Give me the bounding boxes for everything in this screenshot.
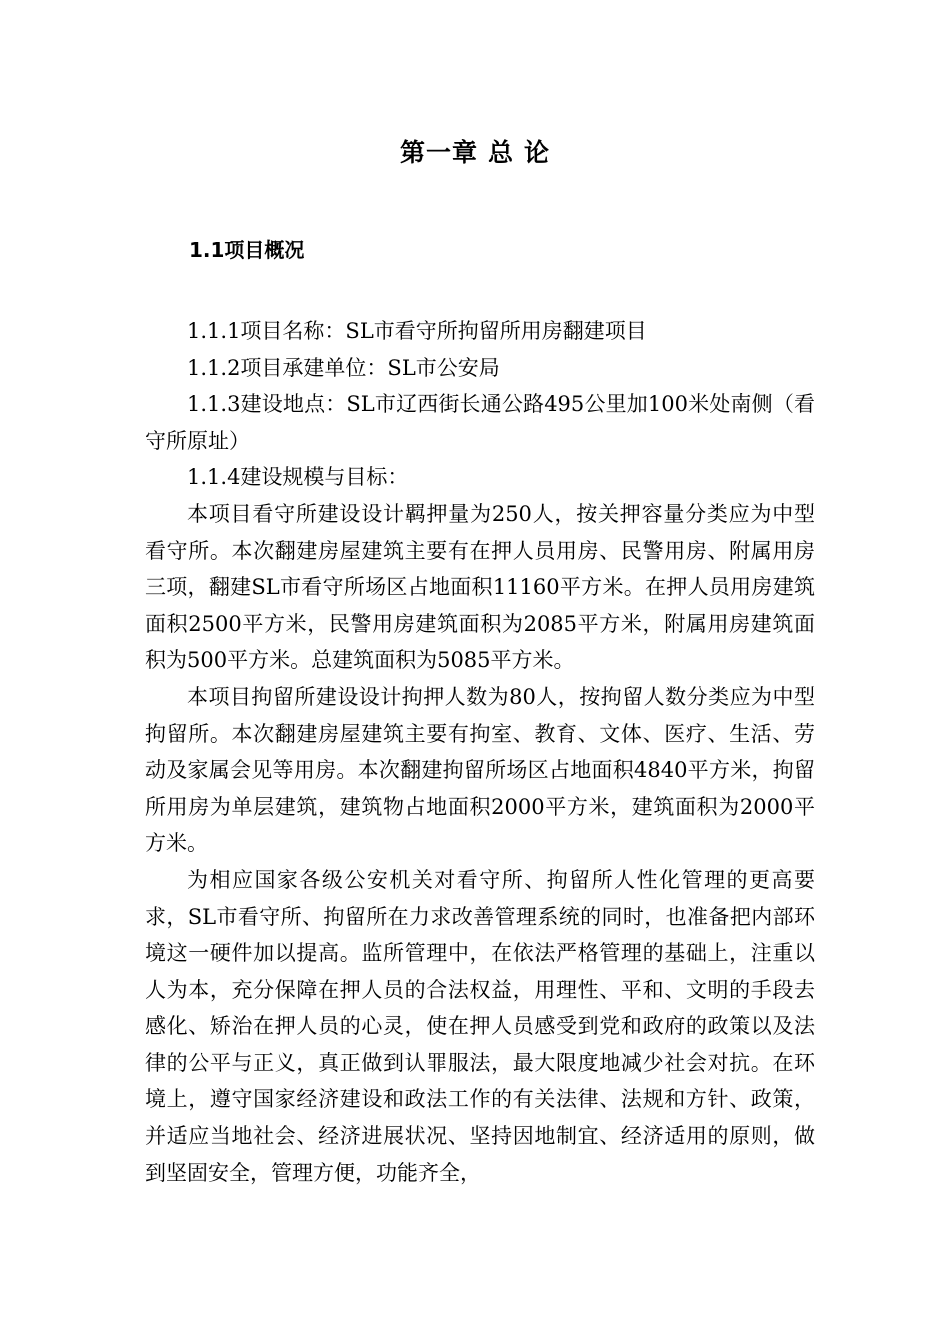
paragraph-management-goals: 为相应国家各级公安机关对看守所、拘留所人性化管理的更高要求，SL市看守所、拘留所在力求改善管理系统的同时，也准备把内部环境这一硬件加以提高。监所管理中，在依法严格管理的基础上，注重以人为本，充分保障在押人员的合法权益，用理性、平和、文明的手段去感化、矫治在押人员的心灵，使在押人员感受到党和政府的政策以及法律的公平与正义，真正做到认罪服法，最大限度地减少社会对抗。在环境上，遵守国家经济建设和政法工作的有关法律、法规和方针、政策，并适应当地社会、经济进展状况、坚持因地制宜、经济适用的原则，做到坚固安全，管理方便，功能齐全， (145, 867, 815, 1185)
paragraph-custody-center: 本项目拘留所建设设计拘押人数为80人，按拘留人数分类应为中型拘留所。本次翻建房屋建筑主要有拘室、教育、文体、医疗、生活、劳动及家属会见等用房。本次翻建拘留所场区占地面积4840平方米，拘留所用房为单层建筑，建筑物占地面积2000平方米，建筑面积为2000平方米。 (145, 684, 815, 856)
item-construction-site: 1.1.3建设地点：SL市辽西街长通公路495公里加100米处南侧（看守所原址） (145, 392, 815, 453)
body-text (145, 313, 815, 1191)
chapter-title-word-2: 论 (524, 138, 551, 167)
paragraph-detention-center: 本项目看守所建设设计羁押量为250人，按关押容量分类应为中型看守所。本次翻建房屋建筑主要有在押人员用房、民警用房、附属用房三项，翻建SL市看守所场区占地面积11160平方米。在押人员用房建筑面积2500平方米，民警用房建筑面积为2085平方米，附属用房建筑面积为500平方米。总建筑面积为5085平方米。 (145, 501, 815, 673)
item-scale-and-goals: 1.1.4建设规模与目标： (187, 465, 409, 490)
section-title: 1.1项目概况 (189, 238, 305, 262)
chapter-title (0, 133, 950, 169)
item-project-undertaker: 1.1.2项目承建单位：SL市公安局 (187, 355, 500, 380)
chapter-title-word-1: 总 (487, 138, 514, 167)
item-project-name: 1.1.1项目名称：SL市看守所拘留所用房翻建项目 (187, 319, 647, 343)
chapter-title-number: 第一章 (399, 138, 478, 167)
